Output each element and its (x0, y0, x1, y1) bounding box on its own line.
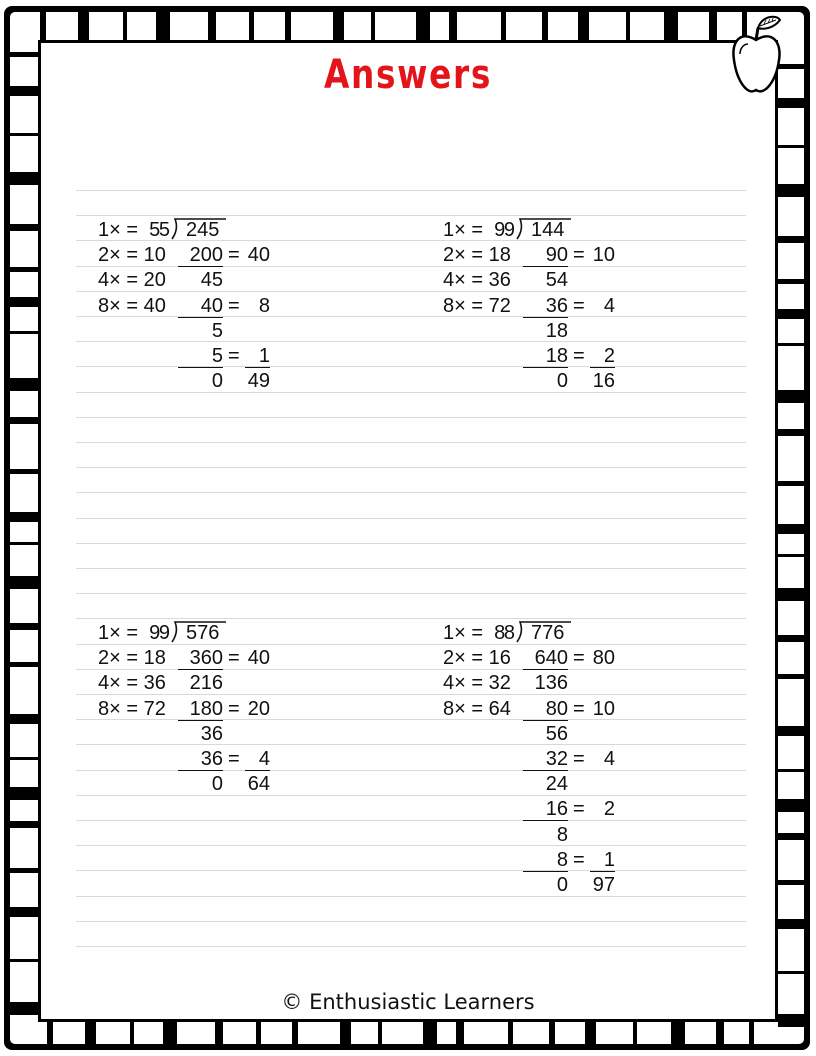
multiple-row: 4× = 36 (443, 269, 511, 292)
subtrahend: 36 (178, 748, 223, 771)
multiple-row: 1× = 9 (98, 622, 161, 644)
dividend: 144 (531, 219, 565, 241)
partial-quotient: 10 (592, 244, 615, 267)
ruled-line (76, 845, 746, 846)
remainder: 0 (211, 370, 223, 393)
ruled-line (76, 896, 746, 897)
equals-sign: = (228, 647, 240, 670)
ruled-line (76, 316, 746, 317)
partial-quotient: 4 (603, 294, 615, 317)
ruled-line (76, 392, 746, 393)
ruled-line (76, 744, 746, 745)
remainder: 45 (200, 269, 223, 292)
partial-quotient-last: 2 (590, 345, 615, 368)
ruled-line (76, 417, 746, 418)
partial-quotient: 40 (247, 244, 270, 267)
remainder: 216 (189, 672, 223, 695)
remainder: 24 (545, 773, 568, 796)
ruled-line (76, 467, 746, 468)
ruled-line (76, 568, 746, 569)
divisor: 8 (503, 622, 515, 644)
ruled-line (76, 870, 746, 871)
partial-quotient: 4 (603, 748, 615, 770)
equals-sign: = (573, 798, 585, 821)
subtrahend: 40 (178, 295, 223, 318)
ruled-line (76, 190, 746, 191)
remainder: 8 (556, 823, 568, 846)
partial-quotient: 40 (247, 647, 270, 670)
equals-sign: = (573, 647, 585, 670)
equals-sign: = (573, 748, 585, 770)
partial-quotient: 80 (592, 647, 615, 670)
divisor: 9 (158, 622, 170, 644)
multiple-row: 4× = 20 (98, 269, 166, 292)
subtrahend: 5 (178, 345, 223, 368)
multiple-row: 8× = 40 (98, 294, 166, 317)
equals-sign: = (573, 697, 585, 720)
equals-sign: = (228, 697, 240, 720)
remainder: 56 (545, 722, 568, 745)
subtrahend: 640 (523, 647, 568, 670)
subtrahend: 200 (178, 244, 223, 267)
multiple-row: 1× = 5 (98, 219, 161, 241)
partial-quotient-last: 1 (590, 849, 615, 872)
multiple-row: 4× = 32 (443, 672, 511, 695)
equals-sign: = (228, 345, 240, 367)
equals-sign: = (573, 345, 585, 367)
quotient-total: 16 (592, 370, 615, 393)
multiple-row: 8× = 72 (443, 294, 511, 317)
subtrahend: 18 (523, 345, 568, 368)
multiple-row: 2× = 18 (443, 244, 511, 267)
subtrahend: 16 (523, 798, 568, 821)
subtrahend: 80 (523, 698, 568, 721)
ruled-line (76, 593, 746, 594)
remainder: 18 (545, 319, 568, 342)
quotient-total: 64 (247, 773, 270, 796)
ruled-line (76, 820, 746, 821)
ruled-line (76, 694, 746, 695)
multiple-row: 4× = 36 (98, 672, 166, 695)
copyright-footer: © Enthusiastic Learners (281, 990, 535, 1014)
equals-sign: = (573, 848, 585, 871)
subtrahend: 90 (523, 244, 568, 267)
remainder: 0 (556, 874, 568, 896)
subtrahend: 180 (178, 698, 223, 721)
quotient-total: 49 (247, 370, 270, 393)
remainder: 136 (534, 672, 568, 695)
equals-sign: = (228, 294, 240, 317)
equals-sign: = (573, 244, 585, 267)
remainder: 0 (211, 773, 223, 796)
partial-quotient-last: 4 (245, 748, 270, 771)
ruled-line (76, 341, 746, 342)
subtrahend: 36 (523, 295, 568, 318)
divisor: 5 (158, 219, 170, 241)
apple-icon (728, 10, 784, 98)
ruled-line (76, 266, 746, 267)
subtrahend: 32 (523, 748, 568, 771)
partial-quotient: 2 (603, 798, 615, 821)
multiple-row: 8× = 64 (443, 697, 511, 720)
quotient-total: 97 (592, 874, 615, 896)
partial-quotient: 10 (592, 697, 615, 720)
dividend: 245 (186, 219, 220, 241)
ruled-line (76, 366, 746, 367)
remainder: 54 (545, 269, 568, 292)
ruled-line (76, 795, 746, 796)
page-panel (38, 40, 778, 1022)
remainder: 0 (556, 370, 568, 393)
ruled-line (76, 442, 746, 443)
ruled-line (76, 291, 746, 292)
remainder: 5 (211, 319, 223, 342)
ruled-line (76, 719, 746, 720)
subtrahend: 8 (523, 849, 568, 872)
subtrahend: 360 (178, 647, 223, 670)
page-title: Answers (324, 52, 492, 98)
divisor: 9 (503, 219, 515, 241)
ruled-line (76, 543, 746, 544)
equals-sign: = (573, 294, 585, 317)
multiple-row: 2× = 16 (443, 647, 511, 670)
equals-sign: = (228, 244, 240, 267)
ruled-line (76, 492, 746, 493)
partial-quotient-last: 1 (245, 345, 270, 368)
ruled-line (76, 770, 746, 771)
multiple-row: 2× = 18 (98, 647, 166, 670)
dividend: 576 (186, 622, 220, 644)
remainder: 36 (200, 722, 223, 745)
dividend: 776 (531, 622, 565, 644)
ruled-line (76, 946, 746, 947)
ruled-line (76, 669, 746, 670)
multiple-row: 1× = 9 (443, 219, 506, 241)
partial-quotient: 8 (258, 294, 270, 317)
ruled-line (76, 921, 746, 922)
equals-sign: = (228, 748, 240, 770)
multiple-row: 2× = 10 (98, 244, 166, 267)
partial-quotient: 20 (247, 697, 270, 720)
ruled-line (76, 518, 746, 519)
multiple-row: 8× = 72 (98, 697, 166, 720)
multiple-row: 1× = 8 (443, 622, 506, 644)
